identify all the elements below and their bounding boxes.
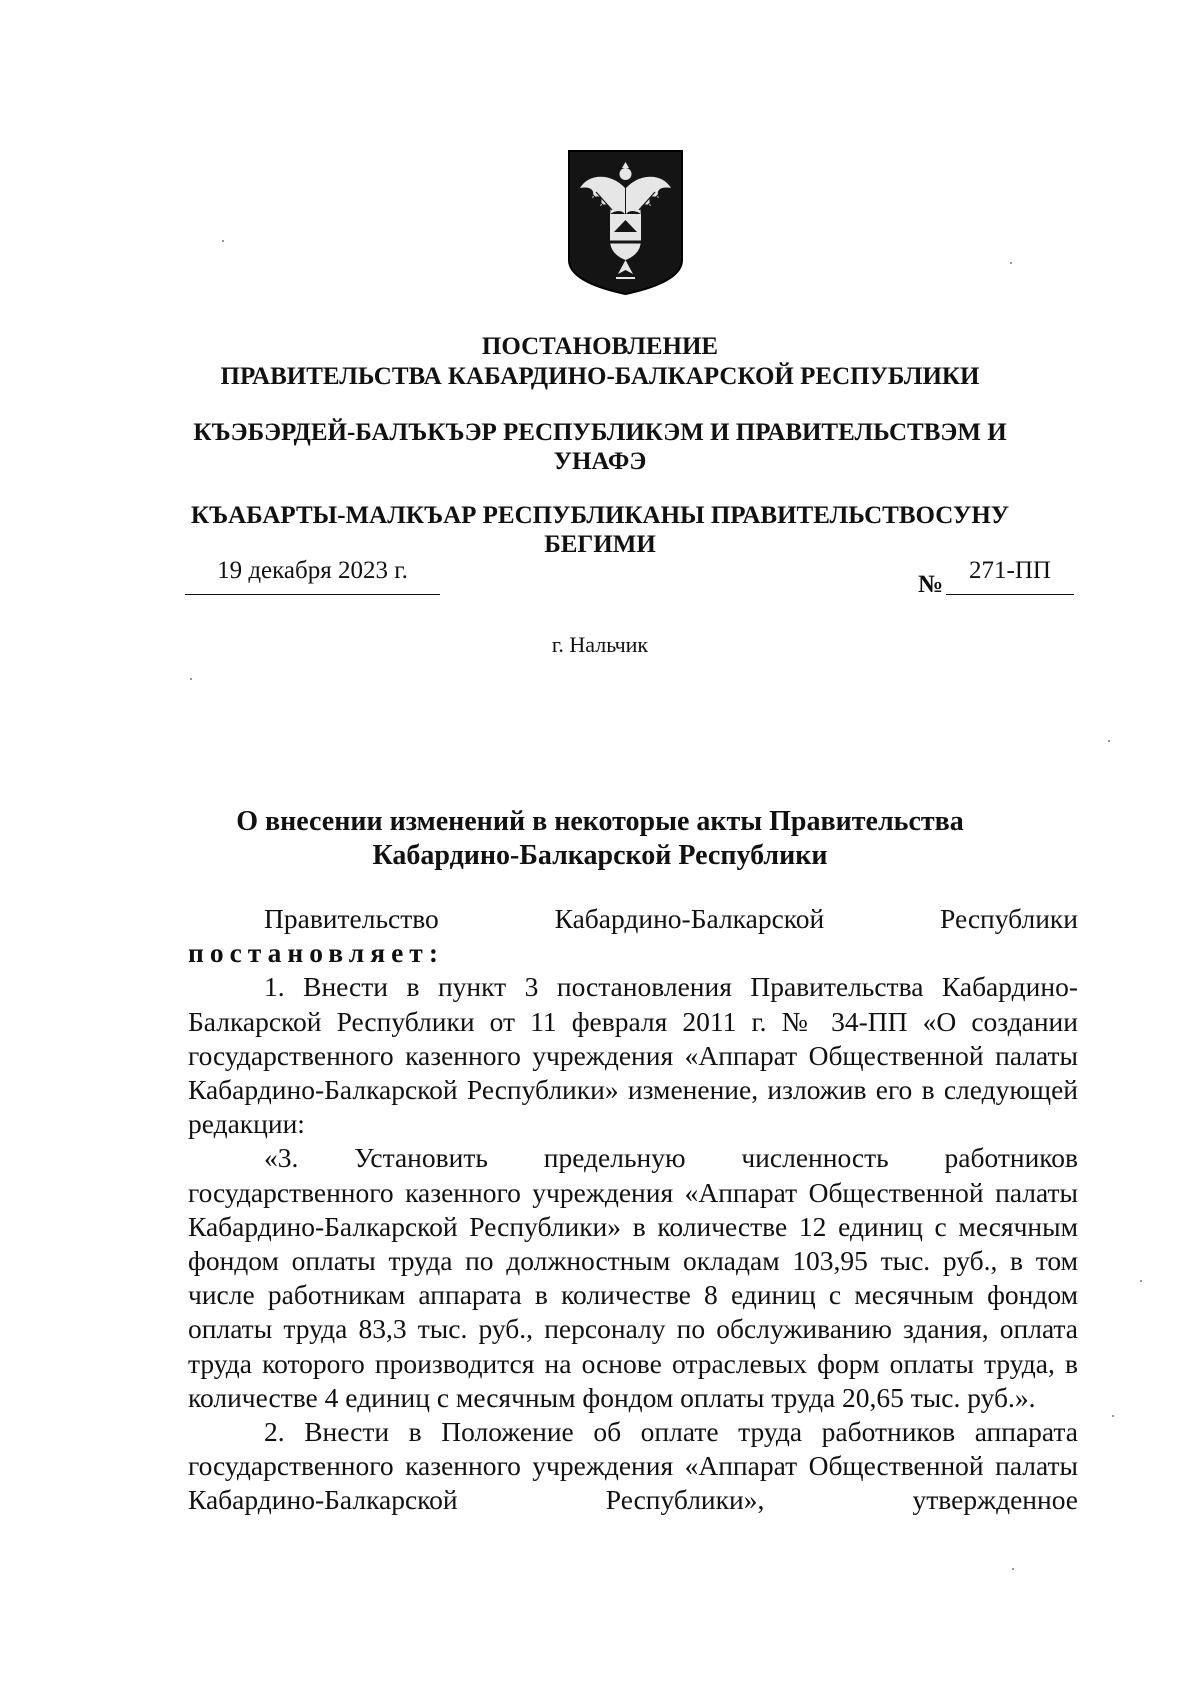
document-body xyxy=(188,902,1078,1518)
document-type: ПОСТАНОВЛЕНИЕ xyxy=(481,333,719,360)
subject-line2: Кабардино-Балкарской Республики xyxy=(372,840,828,871)
document-date: 19 декабря 2023 г. xyxy=(185,556,440,595)
issuer-balkar-line1: КЪАБАРТЫ-МАЛКЪАР РЕСПУБЛИКАНЫ ПРАВИТЕЛЬСТВОСУНУ xyxy=(190,502,1010,529)
intro-paragraph: Правительство Кабардино-Балкарской Республики xyxy=(264,903,1078,934)
scan-speck xyxy=(1108,740,1110,742)
document-city: г. Нальчик xyxy=(551,632,649,657)
decree-word xyxy=(188,936,1078,970)
item-1-paragraph: 1. Внести в пункт 3 постановления Правительства Кабардино-Балкарской Республики от 11 февраля 2011 г. № 34-ПП «О создании государственного казенного учреждения «Аппарат Общественной палаты Кабардино-Балкарской Республики» изменение, изложив его в следующей редакции: xyxy=(188,971,1078,1140)
scan-speck xyxy=(222,240,224,242)
issuer-kabardian-line2: УНАФЭ xyxy=(553,448,647,475)
scan-speck xyxy=(1010,262,1012,264)
item-1-quote-paragraph: «3. Установить предельную численность работников государственного казенного учреждения «Аппарат Общественной палаты Кабардино-Балкарской Республики» в количестве 12 единиц с месячным фондом оплаты труда по должностным окладам 103,95 тыс. руб., в том числе работникам аппарата в количестве 8 единиц с месячным фондом оплаты труда 83,3 тыс. руб., персоналу по обслуживанию здания, оплата труда которого производится на основе отраслевых форм оплаты труда, в количестве 4 единиц с месячным фондом оплаты труда 20,65 тыс. руб.». xyxy=(188,1142,1078,1413)
document-number: 271-ПП xyxy=(946,556,1074,595)
scan-speck xyxy=(190,678,192,680)
number-sign: № xyxy=(918,571,944,598)
coat-of-arms-icon xyxy=(566,148,685,297)
decree-word-text: постановляет: xyxy=(188,937,444,969)
item-2-paragraph: 2. Внести в Положение об оплате труда работников аппарата государственного казенного учреждения «Аппарат Общественной палаты Кабардино-Балкарской Республики», утвержденное xyxy=(188,1416,1078,1516)
issuer-russian: ПРАВИТЕЛЬСТВА КАБАРДИНО-БАЛКАРСКОЙ РЕСПУБЛИКИ xyxy=(220,363,980,390)
scan-speck xyxy=(1012,1568,1014,1570)
scan-speck xyxy=(1140,1280,1142,1282)
issuer-balkar-line2: БЕГИМИ xyxy=(544,531,656,558)
scan-speck xyxy=(1112,1415,1114,1417)
subject-line1: О внесении изменений в некоторые акты Правительства xyxy=(236,806,964,837)
issuer-kabardian-line1: КЪЭБЭРДЕЙ-БАЛЪКЪЭР РЕСПУБЛИКЭМ И ПРАВИТЕЛЬСТВЭМ И xyxy=(193,419,1007,446)
